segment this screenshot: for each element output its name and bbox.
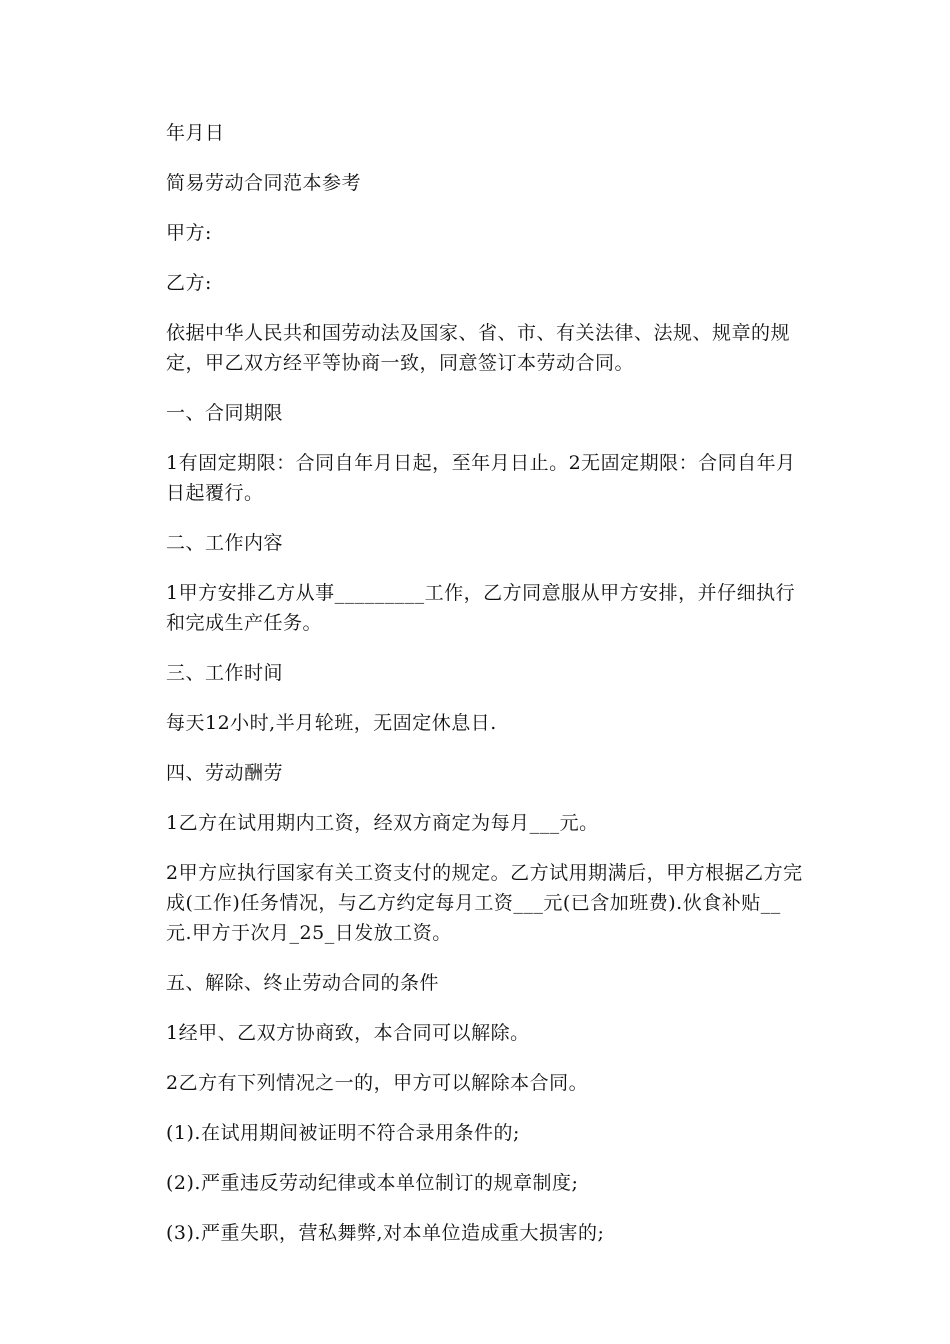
party-b-line: 乙方: (166, 272, 212, 294)
work-time-paragraph: 每天12小时,半月轮班，无固定休息日. (166, 712, 497, 734)
pay-paragraph-2: 2甲方应执行国家有关工资支付的规定。乙方试用期满后，甲方根据乙方完成(工作)任务情况，与乙方约定每月工资___元(已含加班费).伙食补贴__元.甲方于次月_25_日发放工资。 (166, 862, 803, 944)
termination-item-2: (2).严重违反劳动纪律或本单位制订的规章制度; (166, 1172, 579, 1194)
section-heading-work-time: 三、工作时间 (166, 662, 284, 684)
section-heading-work-content: 二、工作内容 (166, 532, 284, 554)
preamble-paragraph: 依据中华人民共和国劳动法及国家、省、市、有关法律、法规、规章的规定，甲乙双方经平等协商一致，同意签订本劳动合同。 (166, 322, 791, 374)
date-line: 年月日 (166, 122, 225, 144)
termination-paragraph-1: 1经甲、乙双方协商致，本合同可以解除。 (166, 1022, 530, 1044)
termination-item-1: (1).在试用期间被证明不符合录用条件的; (166, 1122, 520, 1144)
work-content-paragraph: 1甲方安排乙方从事_________工作，乙方同意服从甲方安排，并仔细执行和完成生产任务。 (166, 582, 796, 634)
section-heading-term: 一、合同期限 (166, 402, 284, 424)
document-title: 简易劳动合同范本参考 (166, 172, 362, 194)
section-heading-termination: 五、解除、终止劳动合同的条件 (166, 972, 440, 994)
section-heading-pay: 四、劳动酬劳 (166, 762, 284, 784)
termination-paragraph-2: 2乙方有下列情况之一的，甲方可以解除本合同。 (166, 1072, 589, 1094)
term-paragraph: 1有固定期限：合同自年月日起，至年月日止。2无固定期限：合同自年月日起覆行。 (166, 452, 796, 504)
document-body (166, 118, 806, 1268)
pay-paragraph-1: 1乙方在试用期内工资，经双方商定为每月___元。 (166, 812, 599, 834)
termination-item-3: (3).严重失职，营私舞弊,对本单位造成重大损害的; (166, 1222, 605, 1244)
party-a-line: 甲方: (166, 222, 212, 244)
